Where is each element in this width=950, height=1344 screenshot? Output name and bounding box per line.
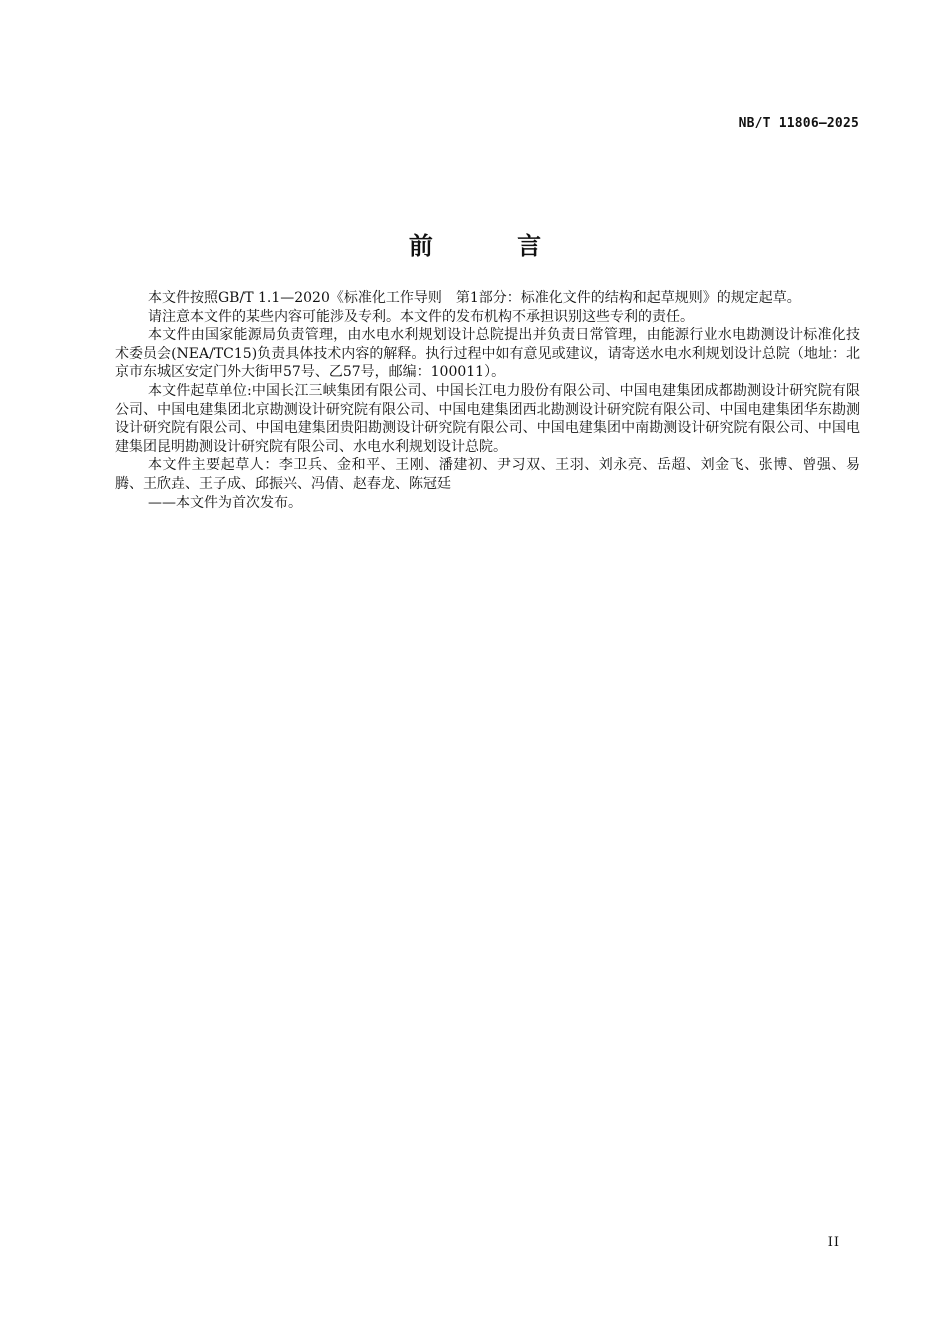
paragraph-management: 本文件由国家能源局负责管理，由水电水利规划设计总院提出并负责日常管理，由能源行业水电勘测设计标准化技术委员会(NEA/TC15)负责具体技术内容的解释。执行过程中如有意见或建议，请寄送水电水利规划设计总院（地址：北京市东城区安定门外大街甲57号、乙57号，邮编：100011）。 <box>115 327 860 381</box>
document-code: NB/T 11806—2025 <box>738 116 859 131</box>
foreword-body <box>115 289 860 512</box>
paragraph-patent-notice: 请注意本文件的某些内容可能涉及专利。本文件的发布机构不承担识别这些专利的责任。 <box>148 308 694 325</box>
paragraph-drafting-units: 本文件起草单位:中国长江三峡集团有限公司、中国长江电力股份有限公司、中国电建集团成都勘测设计研究院有限公司、中国电建集团北京勘测设计研究院有限公司、中国电建集团西北勘测设计研究院有限公司、中国电建集团华东勘测设计研究院有限公司、中国电建集团贵阳勘测设计研究院有限公司、中国电建集团中南勘测设计研究院有限公司、中国电建集团昆明勘测设计研究院有限公司、水电水利规划设计总院。 <box>115 382 860 455</box>
page-number: II <box>827 1235 840 1250</box>
page-title: 前 言 <box>408 232 580 260</box>
paragraph-first-release: ——本文件为首次发布。 <box>148 494 302 511</box>
paragraph-drafting-rules: 本文件按照GB/T 1.1—2020《标准化工作导则 第1部分：标准化文件的结构和起草规则》的规定起草。 <box>148 290 801 306</box>
paragraph-drafters: 本文件主要起草人：李卫兵、金和平、王刚、潘建初、尹习双、王羽、刘永亮、岳超、刘金飞、张博、曾强、易腾、王欣垚、王子成、邱振兴、冯倩、赵春龙、陈冠廷 <box>115 457 860 492</box>
